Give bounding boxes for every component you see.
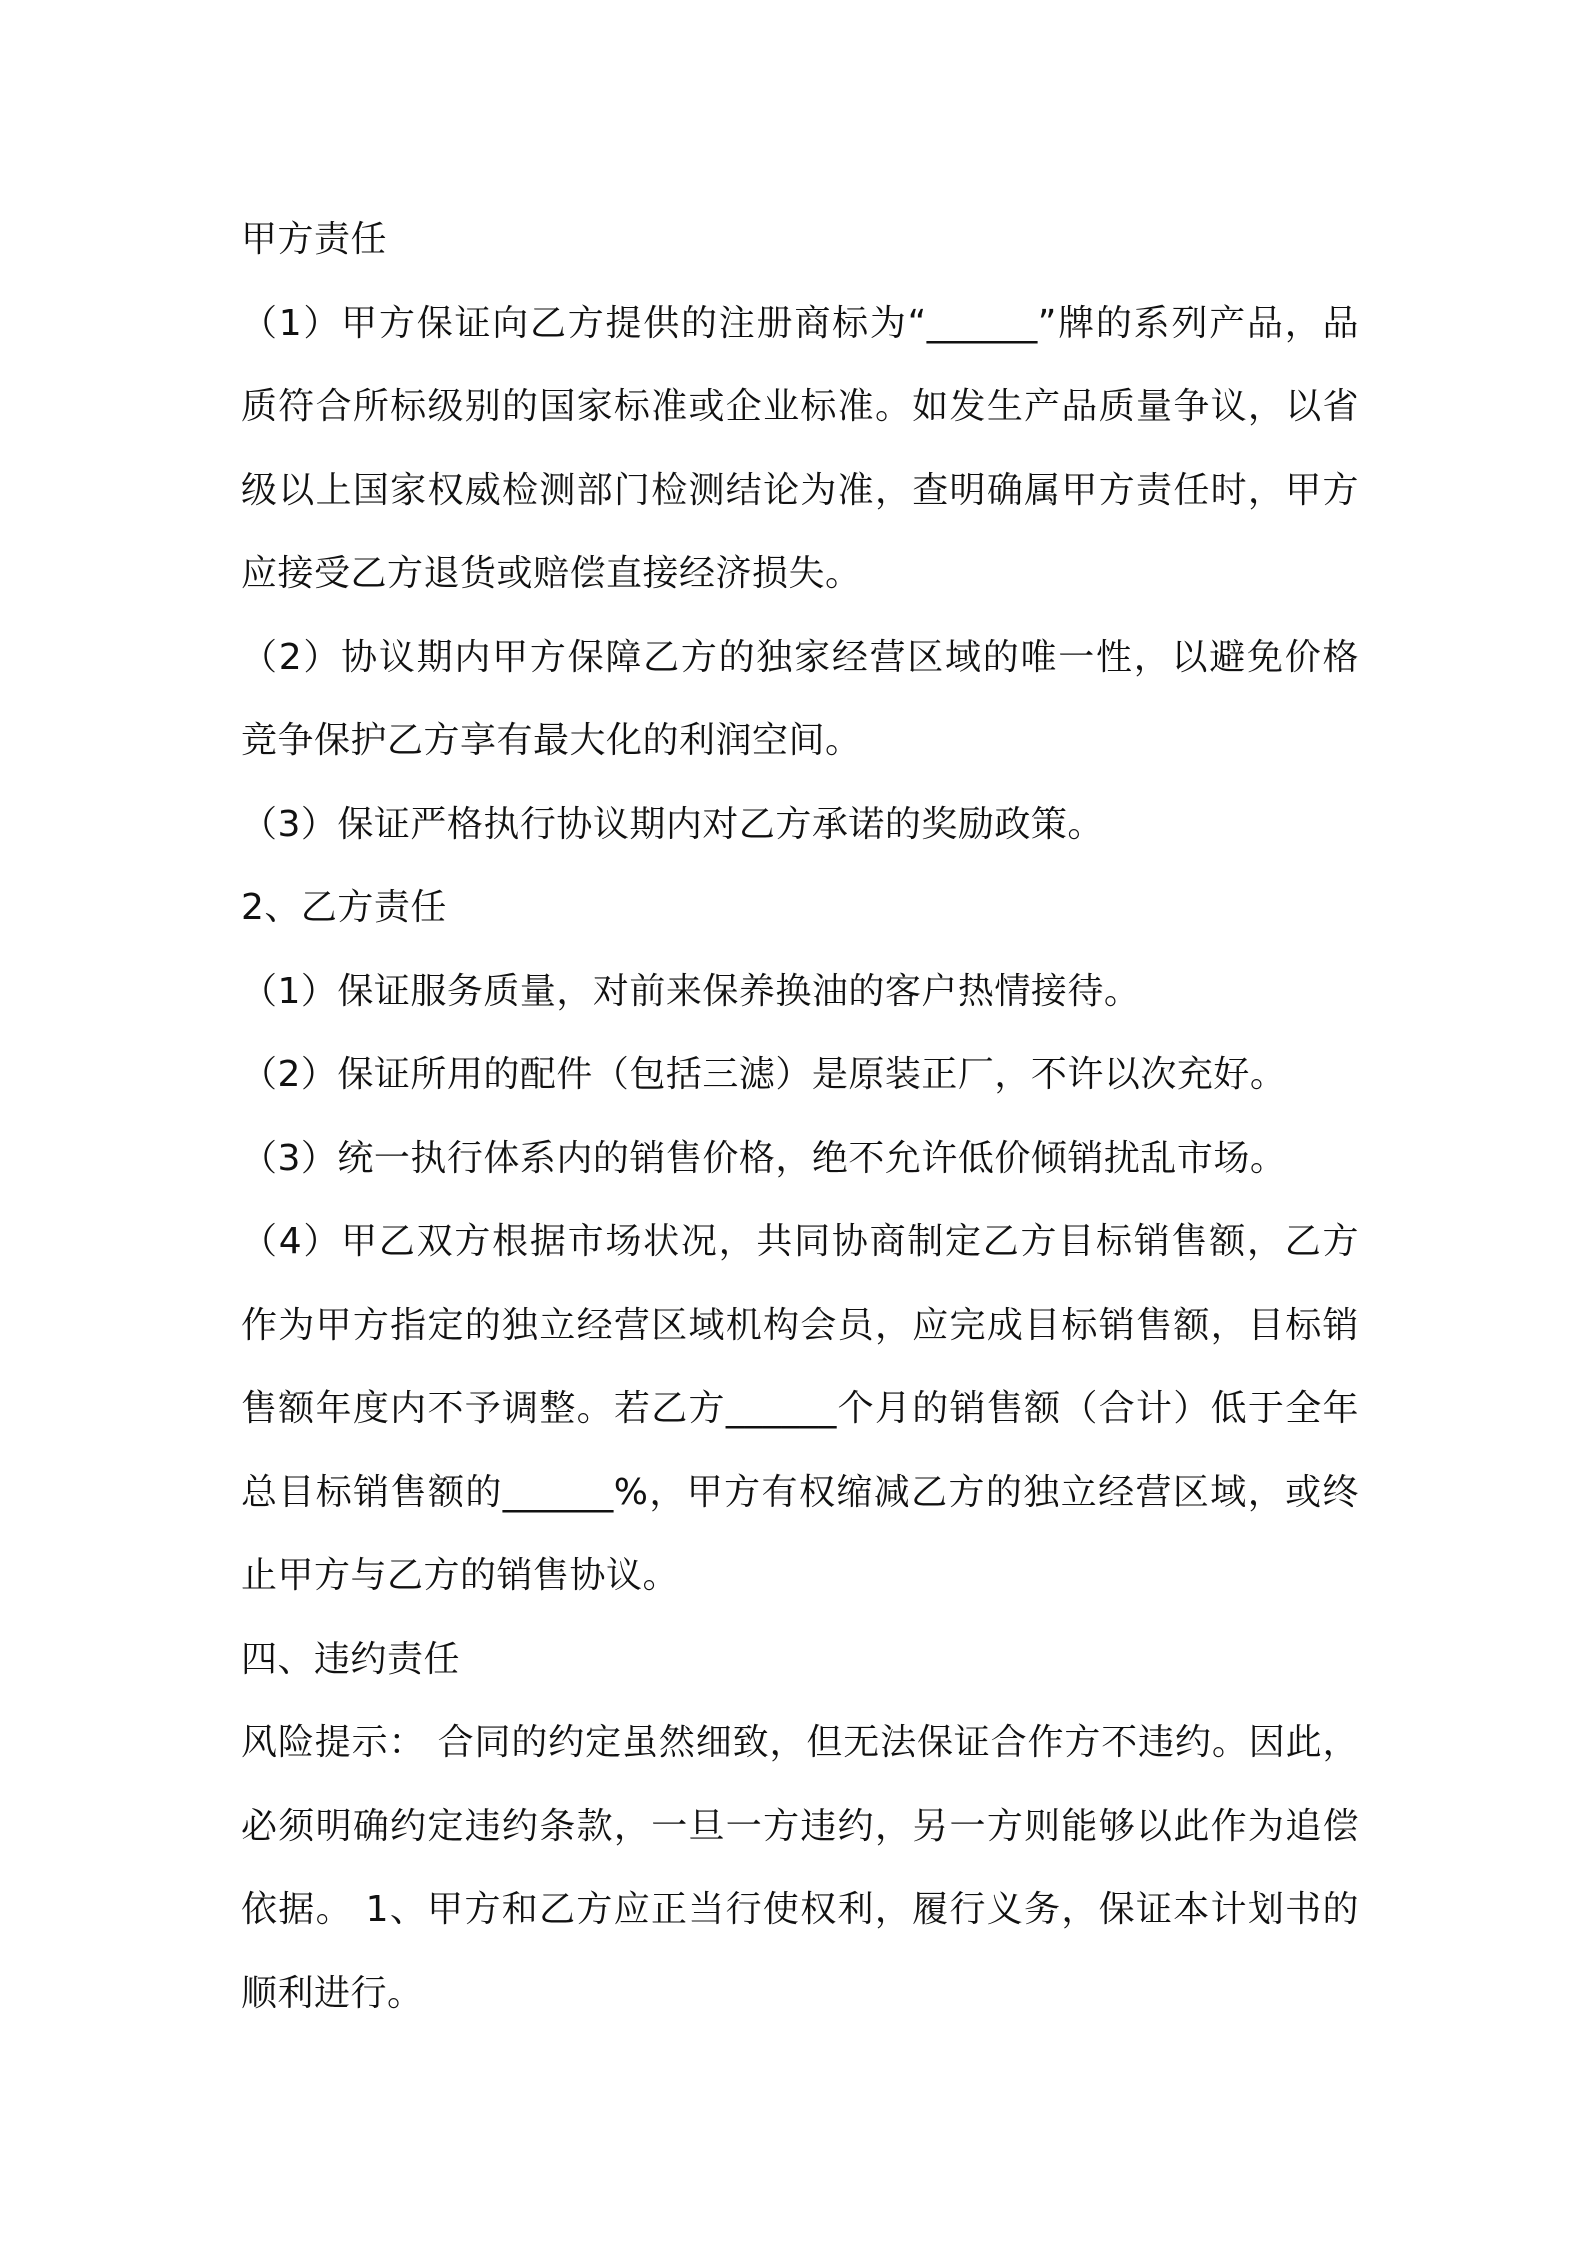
- section-heading-breach: 四、违约责任: [241, 1638, 461, 1680]
- risk-notice-paragraph: 风险提示： 合同的约定虽然细致，但无法保证合作方不违约。因此，必须明确约定违约条款，一旦一方违约，另一方则能够以此作为追偿依据。 1、甲方和乙方应正当行使权利，履行义务，保证本计划书的顺利进行。: [241, 1722, 1359, 2014]
- party-b-clause-1: （1）保证服务质量，对前来保养换油的客户热情接待。: [241, 970, 1141, 1012]
- party-b-clause-3: （3）统一执行体系内的销售价格，绝不允许低价倾销扰乱市场。: [241, 1137, 1287, 1179]
- document-body: [241, 198, 1359, 2035]
- section-heading-party-b: 2、乙方责任: [241, 887, 447, 928]
- party-a-clause-2: （2）协议期内甲方保障乙方的独家经营区域的唯一性，以避免价格竞争保护乙方享有最大化的利润空间。: [241, 636, 1359, 761]
- party-a-clause-3: （3）保证严格执行协议期内对乙方承诺的奖励政策。: [241, 803, 1104, 845]
- section-heading-party-a: 甲方责任: [241, 219, 388, 260]
- party-a-clause-1: （1）甲方保证向乙方提供的注册商标为“______”牌的系列产品，品质符合所标级别的国家标准或企业标准。如发生产品质量争议，以省级以上国家权威检测部门检测结论为准，查明确属甲方责任时，甲方应接受乙方退货或赔偿直接经济损失。: [241, 302, 1359, 594]
- party-b-clause-2: （2）保证所用的配件（包括三滤）是原装正厂，不许以次充好。: [241, 1054, 1287, 1095]
- party-b-clause-4: （4）甲乙双方根据市场状况，共同协商制定乙方目标销售额，乙方作为甲方指定的独立经营区域机构会员，应完成目标销售额，目标销售额年度内不予调整。若乙方______个月的销售额（合计）低于全年总目标销售额的______%，甲方有权缩减乙方的独立经营区域，或终止甲方与乙方的销售协议。: [241, 1221, 1359, 1596]
